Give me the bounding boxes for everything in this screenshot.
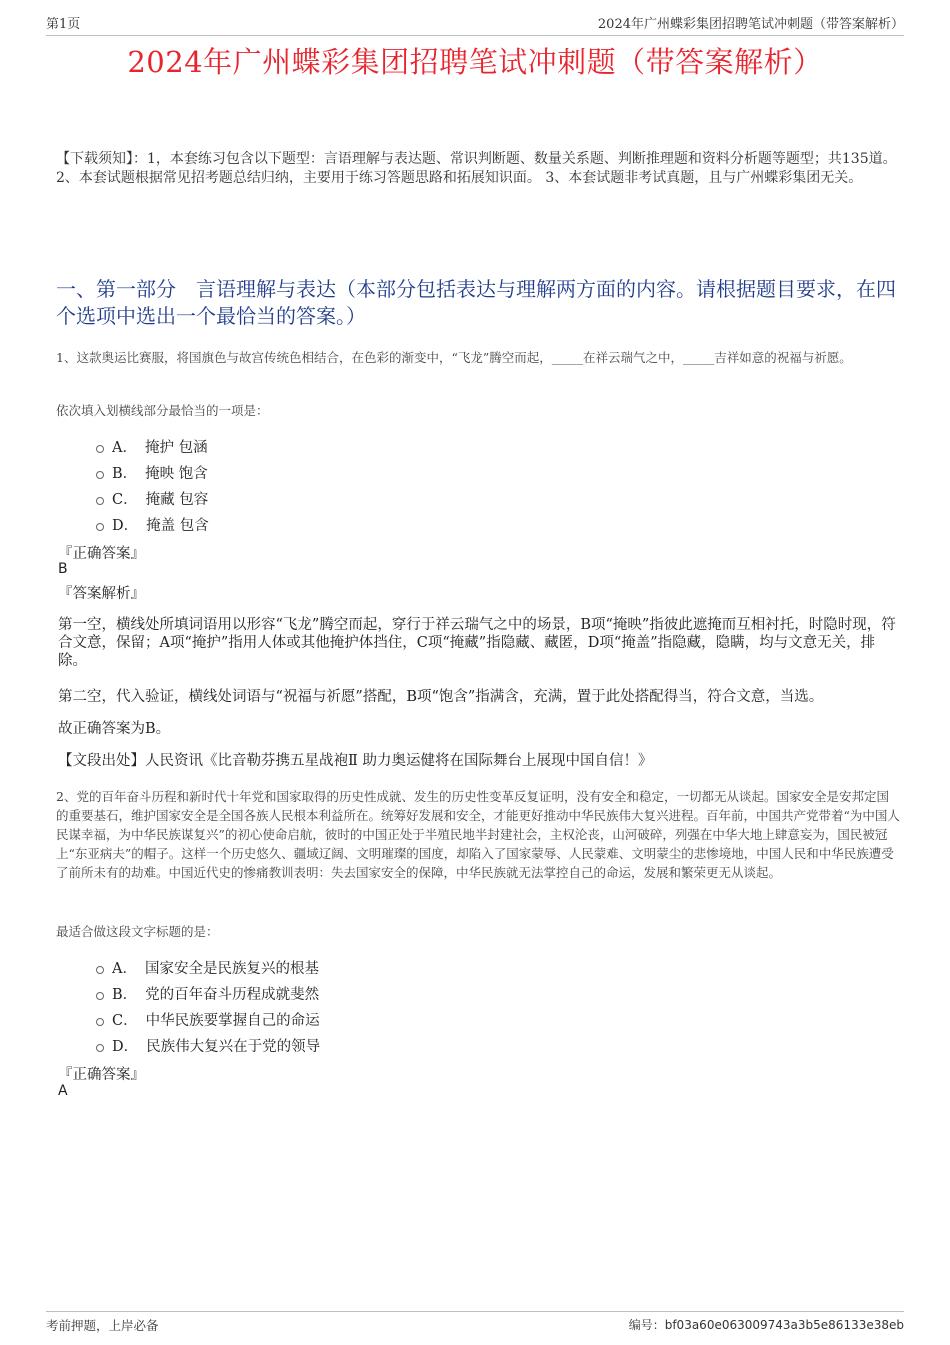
document-id: 编号：bf03a60e063009743a3b5e86133e38eb (628, 1318, 904, 1332)
analysis-label: 『答案解析』 (58, 586, 145, 602)
question-1-prompt: 依次填入划横线部分最恰当的一项是： (56, 403, 269, 418)
option-c[interactable] (96, 1006, 320, 1032)
option-text: 掩护 包涵 (144, 439, 208, 456)
option-letter: D． (112, 1038, 139, 1055)
radio-button[interactable] (96, 445, 104, 453)
footer-slogan: 考前押题，上岸必备 (46, 1318, 159, 1333)
question-1-options (96, 433, 209, 537)
answer-label: 『正确答案』 (58, 546, 145, 562)
download-notice: 【下载须知】：1，本套练习包含以下题型：言语理解与表达题、常识判断题、数量关系题、判断推理题和资料分析题等题型；共135道。 2、本套试题根据常见招考题总结归纳，主要用于练习答题思路和拓展知识面。 3、本套试题非考试真题，且与广州蝶彩集团无关。 (56, 151, 897, 186)
option-text: 掩盖 包含 (146, 517, 209, 534)
question-2-options (96, 954, 320, 1058)
answer-value: A (58, 1083, 68, 1099)
page-footer (46, 1311, 904, 1334)
option-b[interactable] (96, 980, 320, 1006)
page-header (46, 12, 904, 36)
radio-button[interactable] (96, 966, 104, 974)
option-letter: C． (112, 1012, 138, 1029)
header-doc-title: 2024年广州蝶彩集团招聘笔试冲刺题（带答案解析） (597, 17, 904, 32)
option-text: 掩藏 包容 (145, 491, 209, 508)
radio-button[interactable] (96, 992, 104, 1000)
option-letter: C． (112, 491, 138, 508)
option-c[interactable] (96, 485, 209, 511)
radio-button[interactable] (96, 1044, 104, 1052)
analysis-paragraph-2: 第二空，代入验证，横线处词语与“祝福与祈愿”搭配，B项“饱含”指满含，充满，置于此处搭配得当，符合文意，当选。 (58, 689, 824, 705)
option-text: 国家安全是民族复兴的根基 (144, 960, 319, 977)
option-text: 民族伟大复兴在于党的领导 (146, 1038, 321, 1055)
option-d[interactable] (96, 511, 209, 537)
option-letter: B． (112, 986, 138, 1003)
radio-button[interactable] (96, 497, 104, 505)
question-2-prompt: 最适合做这段文字标题的是： (56, 924, 219, 939)
option-letter: A． (112, 439, 137, 456)
question-2-text: 2、党的百年奋斗历程和新时代十年党和国家取得的历史性成就、发生的历史性变革反复证明，没有安全和稳定，一切都无从谈起。国家安全是安邦定国的重要基石，维护国家安全是全国各族人民根本利益所在。统筹好发展和安全，才能更好推动中华民族伟大复兴进程。百年前，中国共产党带着“为中国人民谋幸福，为中华民族谋复兴”的初心使命启航，彼时的中国正处于半殖民地半封建社会，主权沦丧，山河破碎，列强在中华大地上肆意妄为，国民被冠上“东亚病夫”的帽子。这样一个历史悠久、疆域辽阔、文明璀璨的国度，却陷入了国家蒙辱、人民蒙难、文明蒙尘的悲惨境地，中国人民和中华民族遭受了前所未有的劫难。中国近代史的惨痛教训表明：失去国家安全的保障，中华民族就无法掌控自己的命运，发展和繁荣更无从谈起。 (56, 789, 900, 880)
option-text: 党的百年奋斗历程成就斐然 (145, 986, 320, 1003)
option-d[interactable] (96, 1032, 320, 1058)
analysis-conclusion: 故正确答案为B。 (58, 721, 171, 737)
page-title: 2024年广州蝶彩集团招聘笔试冲刺题（带答案解析） (127, 45, 823, 79)
radio-button[interactable] (96, 1018, 104, 1026)
option-text: 掩映 饱含 (145, 465, 208, 482)
option-a[interactable] (96, 433, 209, 459)
option-letter: B． (112, 465, 138, 482)
question-1-text: 1、这款奥运比赛服，将国旗色与故宫传统色相结合，在色彩的渐变中，“飞龙”腾空而起，_____在祥云瑞气之中，_____吉祥如意的祝福与祈愿。 (56, 350, 852, 365)
page-number: 第1页 (46, 17, 81, 32)
option-a[interactable] (96, 954, 320, 980)
option-b[interactable] (96, 459, 209, 485)
option-letter: D． (112, 517, 139, 534)
analysis-paragraph-1: 第一空，横线处所填词语用以形容“飞龙”腾空而起，穿行于祥云瑞气之中的场景，B项“掩映”指彼此遮掩而互相衬托，时隐时现，符合文意，保留；A项“掩护”指用人体或其他掩护体挡住，C项“掩藏”指隐藏、藏匿，D项“掩盖”指隐藏，隐瞒，均与文意无关，排除。 (58, 617, 896, 669)
radio-button[interactable] (96, 523, 104, 531)
answer-label: 『正确答案』 (58, 1067, 145, 1083)
section-heading: 一、第一部分 言语理解与表达（本部分包括表达与理解两方面的内容。请根据题目要求，在四个选项中选出一个最恰当的答案。） (56, 277, 896, 328)
answer-value: B (58, 561, 68, 577)
option-letter: A． (112, 960, 137, 977)
source-citation: 【文段出处】人民资讯《比音勒芬携五星战袍Ⅱ 助力奥运健将在国际舞台上展现中国自信！》 (58, 753, 653, 769)
option-text: 中华民族要掌握自己的命运 (145, 1012, 320, 1029)
radio-button[interactable] (96, 471, 104, 479)
